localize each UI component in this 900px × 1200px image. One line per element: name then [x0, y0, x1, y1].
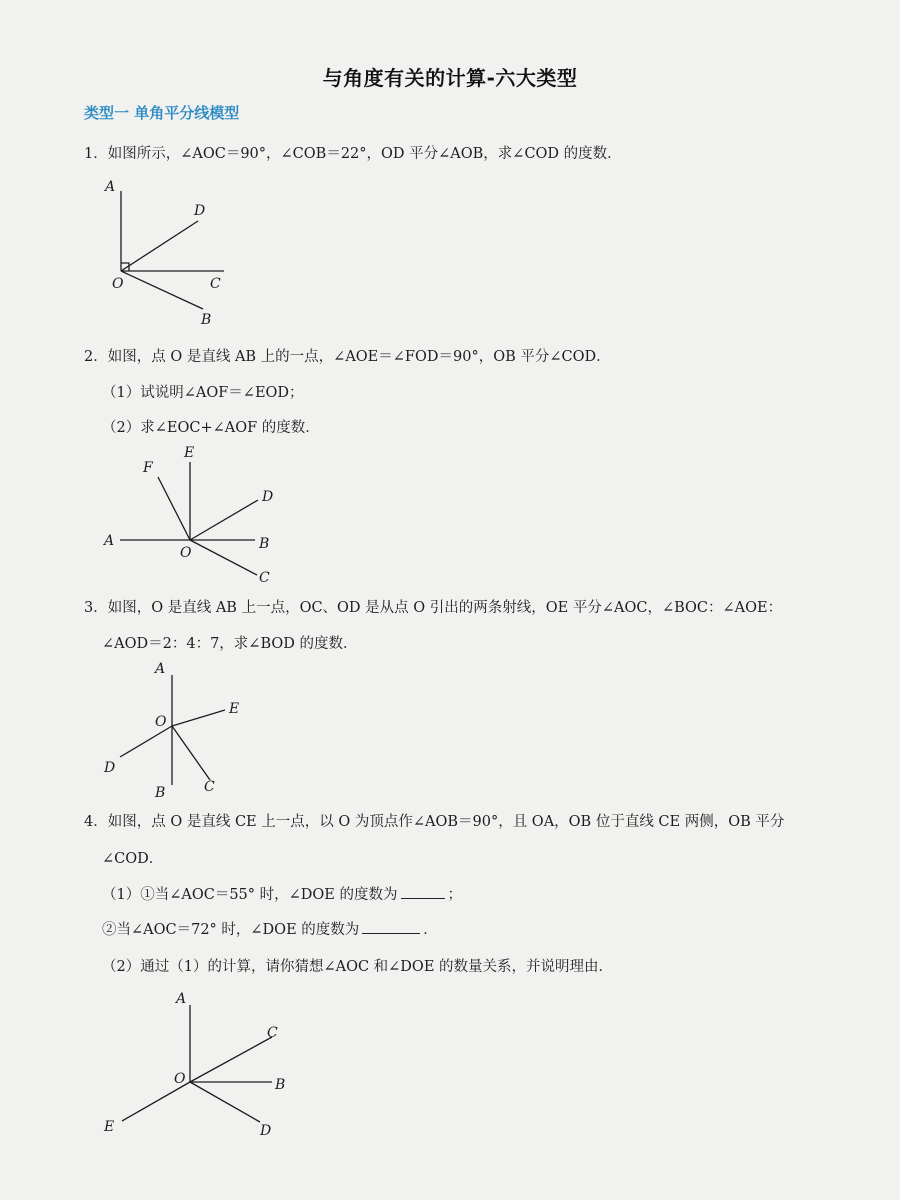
problem-3-figure — [100, 655, 250, 805]
problem-2-part-1: （1）试说明∠AOF＝∠EOD； — [102, 385, 304, 401]
ray-oc — [190, 1037, 272, 1082]
ray-od — [190, 500, 258, 540]
label-o: O — [180, 545, 192, 561]
problem-2-figure — [100, 440, 280, 590]
label-d: D — [262, 489, 274, 505]
label-b: B — [259, 536, 270, 552]
problem-3-text-cont: ∠AOD＝2：4：7，求∠BOD 的度数． — [102, 636, 358, 652]
problem-4-figure — [100, 985, 300, 1145]
label-o: O — [155, 714, 167, 730]
label-c: C — [267, 1025, 278, 1041]
label-b: B — [201, 312, 212, 328]
problem-4-part-1a-end: ； — [447, 887, 462, 903]
label-d: D — [260, 1123, 272, 1139]
ray-oc — [172, 726, 210, 780]
ray-of — [158, 477, 190, 540]
ray-oe — [122, 1082, 190, 1121]
label-f: F — [143, 460, 153, 476]
problem-4-part-1a-text: （1）①当∠AOC＝55° 时，∠DOE 的度数为 — [102, 887, 398, 903]
problem-4-part-1b — [102, 918, 438, 939]
problem-4-text-cont: ∠COD． — [102, 851, 164, 867]
problem-3-text: 3．如图，O 是直线 AB 上一点，OC、OD 是从点 O 引出的两条射线，OE 平分∠AOC，∠BOC：∠AOE： — [84, 600, 783, 616]
label-e: E — [104, 1119, 115, 1135]
problem-4-part-1a — [102, 883, 462, 904]
problem-2-part-2: （2）求∠EOC+∠AOF 的度数． — [102, 420, 320, 436]
label-a: A — [104, 533, 115, 549]
label-b: B — [155, 785, 166, 801]
label-b: B — [275, 1077, 286, 1093]
ray-oe — [172, 710, 225, 726]
ray-od — [121, 221, 198, 271]
label-c: C — [210, 276, 221, 292]
ray-oc — [190, 540, 257, 575]
label-c: C — [259, 570, 270, 586]
ray-od — [190, 1082, 260, 1122]
answer-blank-1[interactable] — [401, 884, 445, 899]
ray-ob — [121, 271, 203, 309]
answer-blank-2[interactable] — [362, 919, 420, 934]
problem-4-part-1b-end: ． — [423, 922, 438, 938]
problem-2-text: 2．如图，点 O 是直线 AB 上的一点，∠AOE＝∠FOD＝90°，OB 平分∠COD． — [84, 349, 611, 365]
label-o: O — [174, 1071, 186, 1087]
problem-1-figure — [100, 175, 240, 330]
problem-4-part-2: （2）通过（1）的计算，请你猜想∠AOC 和∠DOE 的数量关系，并说明理由． — [102, 959, 614, 975]
label-a: A — [155, 661, 166, 677]
label-e: E — [229, 701, 240, 717]
label-e: E — [184, 445, 195, 461]
problem-4-text: 4．如图，点 O 是直线 CE 上一点，以 O 为顶点作∠AOB＝90°，且 OA，OB 位于直线 CE 两侧，OB 平分 — [84, 814, 785, 830]
label-c: C — [204, 779, 215, 795]
section-heading: 类型一 单角平分线模型 — [84, 104, 240, 122]
label-d: D — [194, 203, 206, 219]
page-title: 与角度有关的计算-六大类型 — [322, 66, 578, 90]
ray-od — [120, 726, 172, 757]
label-a: A — [176, 991, 187, 1007]
label-o: O — [112, 276, 124, 292]
problem-4-part-1b-text: ②当∠AOC＝72° 时，∠DOE 的度数为 — [102, 922, 360, 938]
label-a: A — [105, 179, 116, 195]
label-d: D — [104, 760, 116, 776]
problem-1-text: 1．如图所示，∠AOC＝90°，∠COB＝22°，OD 平分∠AOB，求∠COD 的度数． — [84, 146, 622, 162]
